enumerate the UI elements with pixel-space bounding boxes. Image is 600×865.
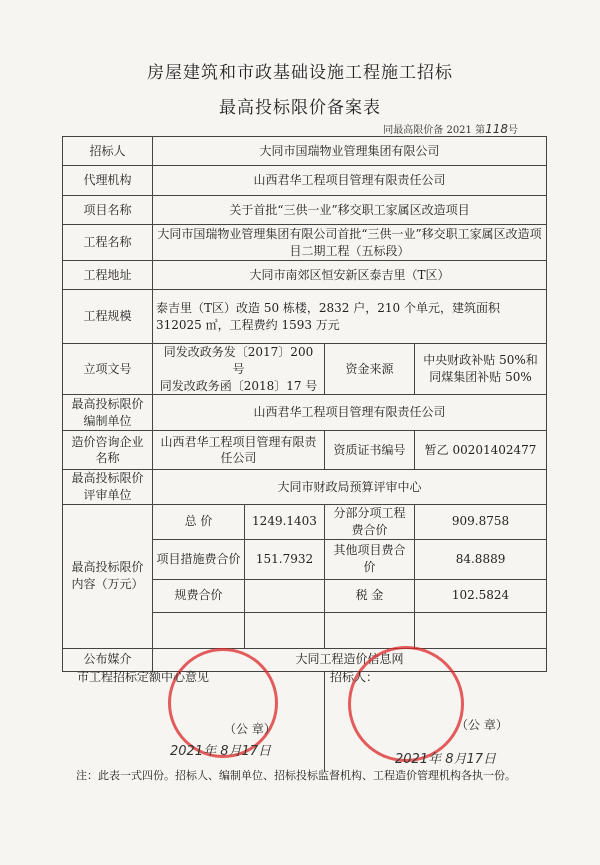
fund-source-value: 中央财政补贴 50%和同煤集团补贴 50% — [415, 344, 547, 395]
doc-subtitle: 最高投标限价备案表 — [219, 98, 381, 118]
tax-value: 102.5824 — [415, 579, 547, 612]
approval-label: 立项文号 — [63, 344, 153, 395]
right-sign-label: 招标人： — [330, 670, 379, 684]
left-stamp-text: （公 章） — [224, 722, 276, 736]
cert-label: 资质证书编号 — [325, 431, 415, 470]
measure-label: 项目措施费合价 — [153, 539, 245, 579]
right-stamp-text: （公 章） — [456, 718, 508, 732]
approval-value: 同发改政务发〔2017〕200 号 同发改政务函〔2018〕17 号 — [153, 344, 325, 395]
reviewer-label: 最高投标限价评审单位 — [63, 470, 153, 505]
doc-title: 房屋建筑和市政基础设施工程施工招标 — [147, 63, 453, 83]
agency-value: 山西君华工程项目管理有限责任公司 — [153, 166, 547, 196]
fee-label: 规费合价 — [153, 579, 245, 612]
right-sign-date: 2021年 8月17日 — [395, 752, 497, 767]
subitem-label: 分部分项工程费合价 — [325, 504, 415, 539]
left-sign-label: 市工程招标定额中心意见 — [77, 670, 210, 684]
scale-label: 工程规模 — [63, 290, 153, 344]
project-name-label: 项目名称 — [63, 196, 153, 225]
address-value: 大同市南郊区恒安新区泰吉里（T区） — [153, 261, 547, 290]
consult-value: 山西君华工程项目管理有限责任公司 — [153, 431, 325, 470]
media-value: 大同工程造价信息网 — [153, 648, 547, 671]
tax-label: 税 金 — [325, 579, 415, 612]
total-label: 总 价 — [153, 504, 245, 539]
right-official-seal — [348, 646, 464, 762]
engineering-name-value: 大同市国瑞物业管理集团有限公司首批“三供一业”移交职工家属区改造项目二期工程（五标段） — [153, 225, 547, 261]
compiler-label: 最高投标限价编制单位 — [63, 395, 153, 431]
left-sign-date: 2021年 8月17日 — [170, 744, 272, 759]
subitem-value: 909.8758 — [415, 504, 547, 539]
compiler-value: 山西君华工程项目管理有限责任公司 — [153, 395, 547, 431]
address-label: 工程地址 — [63, 261, 153, 290]
fee-value — [245, 579, 325, 612]
engineering-name-label: 工程名称 — [63, 225, 153, 261]
reviewer-value: 大同市财政局预算评审中心 — [153, 470, 547, 505]
measure-value: 151.7932 — [245, 539, 325, 579]
other-label: 其他项目费合价 — [325, 539, 415, 579]
record-number: 同最高限价备 2021 第118号 — [383, 122, 518, 136]
tenderee-label: 招标人 — [63, 137, 153, 166]
scale-value: 泰吉里（T区）改造 50 栋楼，2832 户，210 个单元，建筑面积 312025 ㎡，工程费约 1593 万元 — [153, 290, 547, 344]
footnote: 注：此表一式四份。招标人、编制单位、招标投标监督机构、工程造价管理机构各执一份。 — [76, 769, 516, 782]
cert-value: 暂乙 00201402477 — [415, 431, 547, 470]
total-value: 1249.1403 — [245, 504, 325, 539]
other-value: 84.8889 — [415, 539, 547, 579]
project-name-value: 关于首批“三供一业”移交职工家属区改造项目 — [153, 196, 547, 225]
media-label: 公布媒介 — [63, 648, 153, 671]
tenderee-value: 大同市国瑞物业管理集团有限公司 — [153, 137, 547, 166]
price-label: 最高投标限价内容（万元） — [63, 504, 153, 648]
consult-label: 造价咨询企业名称 — [63, 431, 153, 470]
fund-source-label: 资金来源 — [325, 344, 415, 395]
agency-label: 代理机构 — [63, 166, 153, 196]
